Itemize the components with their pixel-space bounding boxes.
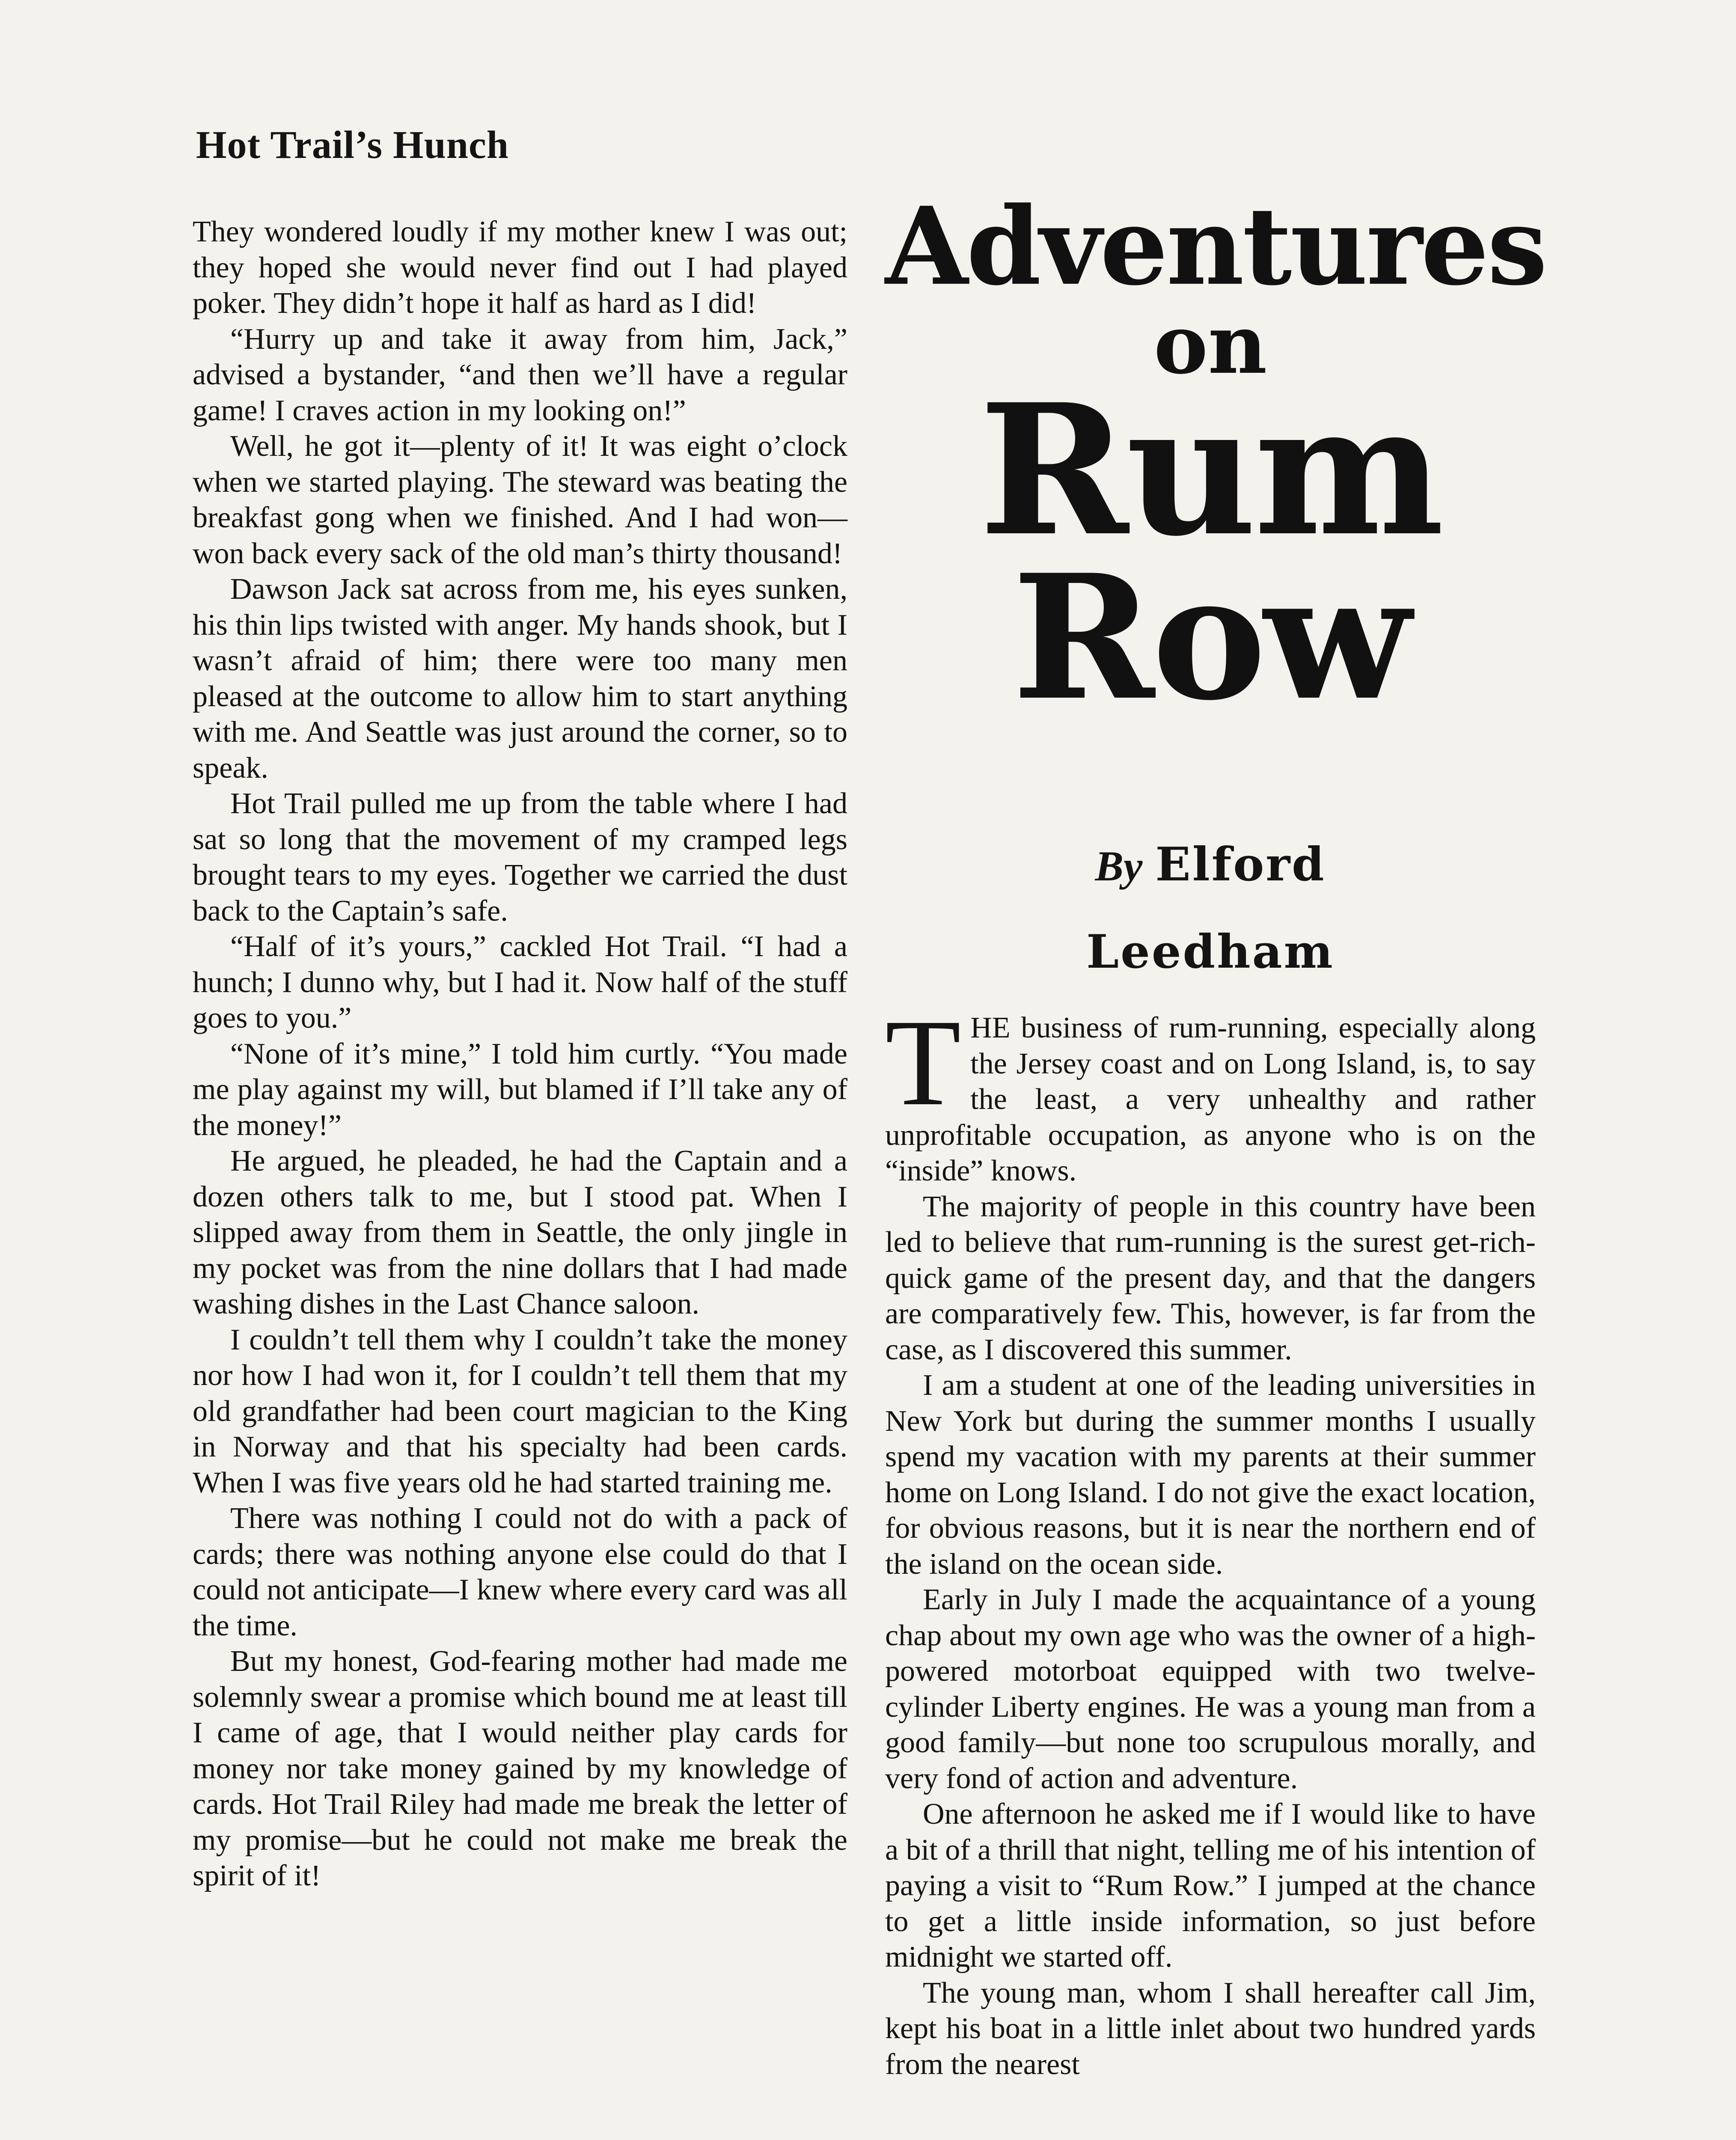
opening-paragraph-text: HE business of rum-running, especially along the Jersey coast and on Long Island, is, to say the least, a very unhealthy and rather unprofitable occupation, as anyone who is on the “inside” knows. — [885, 1011, 1536, 1187]
left-paragraph: I couldn’t tell them why I couldn’t take the money nor how I had won it, for I couldn’t tell them that my old grandfather had been court magician to the King in Norway and that his specialty had been cards. When I was five years old he had started training me. — [193, 1323, 847, 1499]
right-paragraph: Early in July I made the acquaintance of a young chap about my own age who was the owner of a high-powered motorboat equipped with two twelve-cylinder Liberty engines. He was a young man from a good family—but none too scrupulous morally, and very fond of action and adventure. — [885, 1583, 1536, 1795]
article-title — [885, 183, 1546, 738]
title-line-1: Adventures — [885, 183, 1546, 309]
byline — [885, 822, 1536, 995]
left-paragraph: There was nothing I could not do with a pack of cards; there was nothing anyone else could do that I could not anticipate—I knew where every card was all the time. — [193, 1502, 847, 1642]
title-line-3: Rum — [979, 365, 1442, 576]
running-head: Hot Trail’s Hunch — [196, 123, 509, 166]
right-column — [885, 994, 1536, 2082]
author-last-name: Leedham — [1086, 925, 1335, 979]
left-column — [193, 214, 847, 1894]
left-paragraph: “Hurry up and take it away from him, Jack,” advised a bystander, “and then we’ll have a regular game! I craves action in my looking on!” — [193, 322, 847, 427]
left-paragraph: They wondered loudly if my mother knew I was out; they hoped she would never find out I had played poker. They didn’t hope it half as hard as I did! — [193, 215, 847, 320]
title-line-2: on — [1153, 297, 1267, 392]
title-line-4: Row — [1012, 537, 1409, 738]
left-paragraph: “None of it’s mine,” I told him curtly. “You made me play against my will, but blamed if I’ll take any of the money!” — [193, 1037, 847, 1142]
left-paragraph: “Half of it’s yours,” cackled Hot Trail. “I had a hunch; I dunno why, but I had it. Now half of the stuff goes to you.” — [193, 930, 847, 1034]
left-paragraph: Hot Trail pulled me up from the table where I had sat so long that the movement of my cramped legs brought tears to my eyes. Together we carried the dust back to the Captain’s safe. — [193, 787, 847, 927]
right-paragraph: The young man, whom I shall hereafter call Jim, kept his boat in a little inlet about two hundred yards from the nearest — [885, 1976, 1536, 2081]
left-paragraph: But my honest, God-fearing mother had made me solemnly swear a promise which bound me at least till I came of age, that I would neither play cards for money nor take money gained by my knowledge of cards. Hot Trail Riley had made me break the letter of my promise—but he could not make me break the spirit of it! — [193, 1645, 847, 1892]
left-paragraph: He argued, he pleaded, he had the Captain and a dozen others talk to me, but I stood pat. When I slipped away from them in Seattle, the only jingle in my pocket was from the nine dollars that I had made washing dishes in the Last Chance saloon. — [193, 1144, 847, 1320]
right-paragraph: I am a student at one of the leading universities in New York but during the summer months I usually spend my vacation with my parents at their summer home on Long Island. I do not give the exact location, for obvious reasons, but it is near the northern end of the island on the ocean side. — [885, 1369, 1536, 1581]
right-paragraph: The majority of people in this country have been led to believe that rum-running is the surest get-rich-quick game of the present day, and that the dangers are comparatively few. This, however, is far from the case, as I discovered this summer. — [885, 1190, 1536, 1366]
opening-paragraph — [885, 994, 1536, 1189]
left-paragraph: Dawson Jack sat across from me, his eyes sunken, his thin lips twisted with anger. My hands shook, but I wasn’t afraid of him; there were too many men pleased at the outcome to allow him to start anything with me. And Seattle was just around the corner, so to speak. — [193, 573, 847, 785]
author-first-name: Elford — [1155, 838, 1326, 892]
byline-by: By — [1095, 842, 1143, 890]
left-paragraph: Well, he got it—plenty of it! It was eight o’clock when we started playing. The steward was beating the breakfast gong when we finished. And I had won—won back every sack of the old man’s thirty thousand! — [193, 430, 847, 570]
right-paragraph: One afternoon he asked me if I would like to have a bit of a thrill that night, telling me of his intention of paying a visit to “Rum Row.” I jumped at the chance to get a little inside information, so just before midnight we started off. — [885, 1798, 1536, 1974]
drop-cap: T — [885, 994, 961, 1131]
